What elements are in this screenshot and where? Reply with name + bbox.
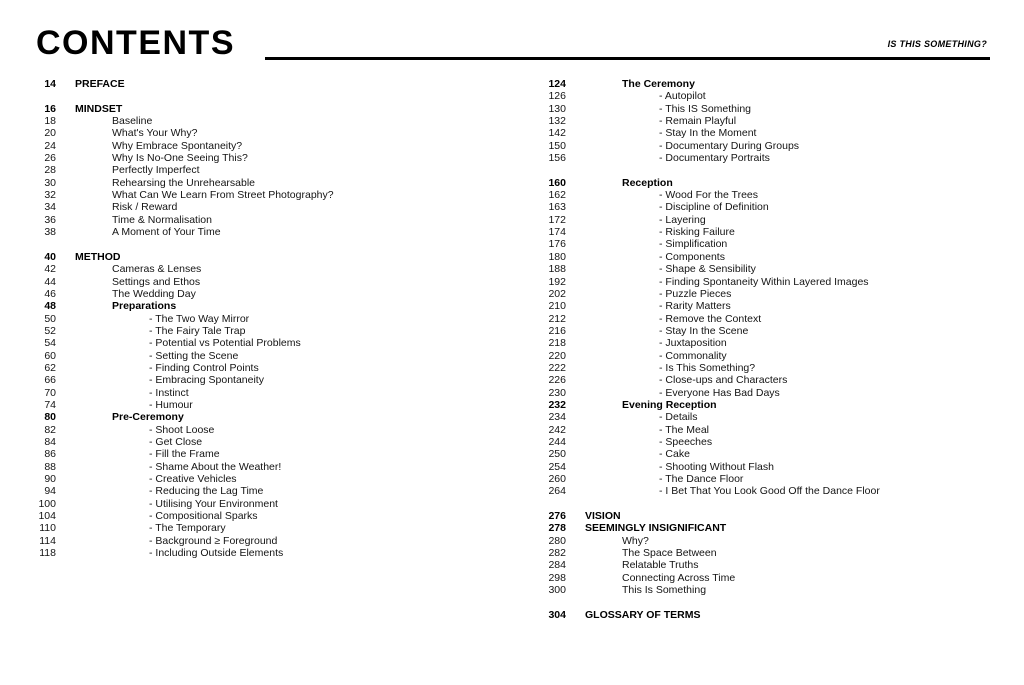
toc-page-number: 36 <box>44 213 56 226</box>
toc-entry-label: Perfectly Imperfect <box>112 164 200 177</box>
toc-page-number: 30 <box>44 176 56 189</box>
toc-page-number: 50 <box>44 312 56 325</box>
toc-row <box>540 424 1020 436</box>
toc-page-number: 160 <box>548 176 566 189</box>
toc-row <box>540 473 1020 485</box>
toc-entry-label: - Remain Playful <box>659 115 737 128</box>
toc-entry-label: - Reducing the Lag Time <box>149 485 264 498</box>
toc-page-number: 210 <box>548 300 566 313</box>
toc-row <box>30 214 520 226</box>
toc-page-number: 66 <box>44 374 56 387</box>
toc-page-number: 48 <box>44 300 56 313</box>
toc-entry-label: - Is This Something? <box>659 361 756 374</box>
toc-row <box>540 177 1020 189</box>
toc-entry-label: - Layering <box>659 213 706 226</box>
toc-row <box>540 325 1020 337</box>
toc-page-number: 150 <box>548 139 566 152</box>
toc-row <box>30 127 520 139</box>
toc-row <box>30 498 520 510</box>
toc-entry-label: - Puzzle Pieces <box>659 287 732 300</box>
toc-entry-label: GLOSSARY OF TERMS <box>585 608 701 621</box>
toc-row <box>540 522 1020 534</box>
toc-page-number: 242 <box>548 423 566 436</box>
toc-row <box>540 189 1020 201</box>
toc-entry-label: The Wedding Day <box>112 287 196 300</box>
toc-row <box>540 313 1020 325</box>
toc-row <box>540 559 1020 571</box>
toc-page-number: 222 <box>548 361 566 374</box>
toc-page-number: 94 <box>44 485 56 498</box>
toc-row <box>30 522 520 534</box>
toc-entry-label: - Simplification <box>659 238 728 251</box>
toc-entry-label: SEEMINGLY INSIGNIFICANT <box>585 522 727 535</box>
toc-row <box>540 510 1020 522</box>
toc-entry-label: - Wood For the Trees <box>659 189 759 202</box>
toc-page-number: 284 <box>548 559 566 572</box>
toc-row <box>540 485 1020 497</box>
toc-row <box>30 103 520 115</box>
toc-entry-label: Settings and Ethos <box>112 275 201 288</box>
toc-row <box>540 461 1020 473</box>
toc-row <box>540 201 1020 213</box>
toc-page-number: 278 <box>548 522 566 535</box>
toc-row <box>30 164 520 176</box>
toc-page-number: 174 <box>548 226 566 239</box>
toc-page-number: 234 <box>548 411 566 424</box>
toc-entry-label: What Can We Learn From Street Photography? <box>112 189 334 202</box>
toc-column-right <box>540 78 1020 621</box>
toc-row <box>30 201 520 213</box>
toc-page-number: 282 <box>548 547 566 560</box>
toc-row <box>30 350 520 362</box>
toc-entry-label: - Close-ups and Characters <box>659 374 788 387</box>
toc-page-number: 34 <box>44 201 56 214</box>
toc-page-number: 124 <box>548 78 566 90</box>
toc-page-number: 202 <box>548 287 566 300</box>
toc-page-number: 44 <box>44 275 56 288</box>
toc-row <box>540 263 1020 275</box>
toc-row <box>30 276 520 288</box>
toc-row <box>540 387 1020 399</box>
toc-entry-label: METHOD <box>75 250 121 263</box>
toc-entry-label: Risk / Reward <box>112 201 178 214</box>
toc-entry-label: - Details <box>659 411 698 424</box>
toc-entry-label: - The Temporary <box>149 522 226 535</box>
toc-entry-label: - Finding Control Points <box>149 361 259 374</box>
toc-page-number: 60 <box>44 349 56 362</box>
toc-page-number: 260 <box>548 473 566 485</box>
toc-page-number: 212 <box>548 312 566 325</box>
toc-entry-label: This Is Something <box>622 584 707 597</box>
toc-row <box>30 313 520 325</box>
toc-row <box>30 461 520 473</box>
toc-entry-label: - Shape & Sensibility <box>659 263 756 276</box>
toc-entry-label: - Stay In the Moment <box>659 127 757 140</box>
toc-entry-label: The Space Between <box>622 547 717 560</box>
toc-spacer <box>540 164 1020 176</box>
toc-row <box>30 78 520 90</box>
toc-page-number: 126 <box>548 90 566 103</box>
toc-entry-label: - Discipline of Definition <box>659 201 769 214</box>
toc-row <box>540 399 1020 411</box>
toc-row <box>30 424 520 436</box>
toc-column-left <box>30 78 520 559</box>
toc-spacer <box>540 596 1020 608</box>
toc-entry-label: - The Fairy Tale Trap <box>149 324 246 337</box>
toc-page-number: 110 <box>39 522 56 535</box>
toc-row <box>30 436 520 448</box>
toc-page-number: 250 <box>548 448 566 461</box>
toc-entry-label: Why? <box>622 534 649 547</box>
toc-entry-label: - Compositional Sparks <box>149 510 258 523</box>
toc-row <box>540 436 1020 448</box>
toc-row <box>540 288 1020 300</box>
toc-row <box>540 115 1020 127</box>
toc-page-number: 172 <box>548 213 566 226</box>
toc-spacer <box>540 498 1020 510</box>
toc-entry-label: The Ceremony <box>622 78 695 90</box>
toc-row <box>30 362 520 374</box>
toc-entry-label: What's Your Why? <box>112 127 198 140</box>
toc-row <box>540 572 1020 584</box>
toc-entry-label: - I Bet That You Look Good Off the Dance Floor <box>659 485 880 498</box>
toc-entry-label: - Shoot Loose <box>149 423 215 436</box>
toc-row <box>540 226 1020 238</box>
toc-row <box>30 411 520 423</box>
toc-page-number: 156 <box>548 152 566 165</box>
toc-entry-label: Cameras & Lenses <box>112 263 202 276</box>
toc-row <box>30 251 520 263</box>
toc-page-number: 230 <box>548 386 566 399</box>
toc-page-number: 176 <box>548 238 566 251</box>
toc-entry-label: - Shooting Without Flash <box>659 460 774 473</box>
toc-row <box>540 78 1020 90</box>
toc-row <box>540 103 1020 115</box>
toc-row <box>540 547 1020 559</box>
toc-page-number: 118 <box>39 547 56 560</box>
toc-page-number: 52 <box>44 324 56 337</box>
toc-row <box>30 115 520 127</box>
toc-entry-label: - Commonality <box>659 349 727 362</box>
toc-entry-label: - Shame About the Weather! <box>149 460 282 473</box>
toc-row <box>30 325 520 337</box>
toc-row <box>540 374 1020 386</box>
toc-entry-label: - Fill the Frame <box>149 448 220 461</box>
toc-page-number: 163 <box>548 201 566 214</box>
toc-row <box>30 189 520 201</box>
toc-entry-label: - The Meal <box>659 423 709 436</box>
toc-page-number: 280 <box>548 534 566 547</box>
toc-entry-label: Why Is No-One Seeing This? <box>112 152 248 165</box>
toc-page-number: 62 <box>44 361 56 374</box>
toc-entry-label: - This IS Something <box>659 102 752 115</box>
toc-row <box>30 374 520 386</box>
toc-row <box>30 152 520 164</box>
toc-entry-label: Rehearsing the Unrehearsable <box>112 176 256 189</box>
toc-entry-label: Preparations <box>112 300 177 313</box>
toc-entry-label: Connecting Across Time <box>622 571 736 584</box>
toc-page-number: 32 <box>44 189 56 202</box>
toc-entry-label: - Everyone Has Bad Days <box>659 386 780 399</box>
toc-page-number: 142 <box>548 127 566 140</box>
toc-page-number: 304 <box>548 608 566 621</box>
toc-entry-label: - Get Close <box>149 435 203 448</box>
toc-entry-label: - Embracing Spontaneity <box>149 374 264 387</box>
toc-row <box>540 609 1020 621</box>
toc-entry-label: - Juxtaposition <box>659 337 727 350</box>
toc-entry-label: Baseline <box>112 115 153 128</box>
toc-entry-label: - Including Outside Elements <box>149 547 284 560</box>
toc-entry-label: Relatable Truths <box>622 559 699 572</box>
toc-page-number: 132 <box>548 115 566 128</box>
toc-row <box>540 411 1020 423</box>
toc-row <box>540 448 1020 460</box>
toc-page-number: 24 <box>44 139 56 152</box>
toc-row <box>30 535 520 547</box>
toc-entry-label: - Cake <box>659 448 690 461</box>
toc-entry-label: - Instinct <box>149 386 189 399</box>
header-rule <box>265 57 990 60</box>
toc-row <box>540 140 1020 152</box>
toc-page-number: 90 <box>44 473 56 485</box>
toc-row <box>540 238 1020 250</box>
toc-entry-label: Pre-Ceremony <box>112 411 184 424</box>
toc-page-number: 86 <box>44 448 56 461</box>
toc-row <box>540 300 1020 312</box>
toc-page-number: 162 <box>548 189 566 202</box>
toc-entry-label: - Components <box>659 250 725 263</box>
toc-page-number: 80 <box>44 411 56 424</box>
toc-row <box>540 362 1020 374</box>
toc-page-number: 74 <box>44 398 56 411</box>
toc-page-number: 82 <box>44 423 56 436</box>
toc-row <box>30 387 520 399</box>
toc-page-number: 188 <box>548 263 566 276</box>
toc-page-number: 218 <box>548 337 566 350</box>
toc-page-number: 54 <box>44 337 56 350</box>
toc-row <box>30 510 520 522</box>
toc-entry-label: - Potential vs Potential Problems <box>149 337 301 350</box>
toc-page-number: 232 <box>548 398 566 411</box>
toc-page-number: 244 <box>548 435 566 448</box>
toc-entry-label: - Setting the Scene <box>149 349 239 362</box>
toc-entry-label: - Background ≥ Foreground <box>149 534 278 547</box>
toc-entry-label: - Autopilot <box>659 90 706 103</box>
toc-entry-label: - Rarity Matters <box>659 300 731 313</box>
toc-page-number: 298 <box>548 571 566 584</box>
toc-page-number: 220 <box>548 349 566 362</box>
toc-entry-label: - Finding Spontaneity Within Layered Images <box>659 275 869 288</box>
toc-row <box>30 263 520 275</box>
toc-spacer <box>30 90 520 102</box>
toc-entry-label: - Utilising Your Environment <box>149 497 278 510</box>
toc-page-number: 114 <box>39 534 56 547</box>
toc-entry-label: Reception <box>622 176 673 189</box>
toc-page-number: 180 <box>548 250 566 263</box>
toc-entry-label: Evening Reception <box>622 398 717 411</box>
toc-page-number: 192 <box>548 275 566 288</box>
toc-row <box>30 448 520 460</box>
toc-entry-label: VISION <box>585 510 621 523</box>
toc-page-number: 16 <box>44 102 56 115</box>
toc-entry-label: - Creative Vehicles <box>149 473 237 485</box>
toc-page-number: 264 <box>548 485 566 498</box>
toc-entry-label: MINDSET <box>75 102 123 115</box>
toc-page-number: 20 <box>44 127 56 140</box>
toc-entry-label: - Risking Failure <box>659 226 735 239</box>
toc-row <box>540 90 1020 102</box>
toc-page-number: 254 <box>548 460 566 473</box>
toc-entry-label: Why Embrace Spontaneity? <box>112 139 243 152</box>
toc-page-number: 38 <box>44 226 56 239</box>
toc-page-number: 100 <box>38 497 56 510</box>
toc-page-number: 276 <box>548 510 566 523</box>
toc-row <box>540 535 1020 547</box>
toc-row <box>30 226 520 238</box>
toc-row <box>540 584 1020 596</box>
toc-page-number: 40 <box>44 250 56 263</box>
toc-page-number: 300 <box>548 584 566 597</box>
toc-page-number: 28 <box>44 164 56 177</box>
toc-page-number: 42 <box>44 263 56 276</box>
toc-entry-label: - Documentary Portraits <box>659 152 770 165</box>
toc-row <box>540 337 1020 349</box>
toc-row <box>540 350 1020 362</box>
toc-row <box>30 337 520 349</box>
toc-page-number: 130 <box>548 102 566 115</box>
toc-row <box>540 251 1020 263</box>
toc-row <box>540 152 1020 164</box>
toc-page-number: 70 <box>44 386 56 399</box>
toc-row <box>30 300 520 312</box>
toc-row <box>540 276 1020 288</box>
toc-page-number: 216 <box>548 324 566 337</box>
book-title-tagline: IS THIS SOMETHING? <box>887 39 987 49</box>
toc-row <box>30 399 520 411</box>
toc-entry-label: - Speeches <box>659 435 713 448</box>
toc-entry-label: - The Two Way Mirror <box>149 312 250 325</box>
toc-page-number: 18 <box>44 115 56 128</box>
toc-row <box>30 140 520 152</box>
toc-row <box>30 473 520 485</box>
toc-row <box>540 214 1020 226</box>
page-title: CONTENTS <box>36 24 235 62</box>
toc-row <box>30 547 520 559</box>
toc-page-number: 104 <box>38 510 56 523</box>
toc-entry-label: Time & Normalisation <box>112 213 212 226</box>
toc-entry-label: - The Dance Floor <box>659 473 744 485</box>
toc-row <box>30 288 520 300</box>
toc-page-number: 88 <box>44 460 56 473</box>
toc-entry-label: - Remove the Context <box>659 312 762 325</box>
toc-entry-label: - Documentary During Groups <box>659 139 800 152</box>
toc-row <box>540 127 1020 139</box>
toc-page-number: 26 <box>44 152 56 165</box>
toc-page-number: 84 <box>44 435 56 448</box>
toc-page-number: 46 <box>44 287 56 300</box>
toc-entry-label: - Stay In the Scene <box>659 324 749 337</box>
toc-entry-label: PREFACE <box>75 78 125 90</box>
toc-row <box>30 485 520 497</box>
toc-page-number: 14 <box>44 78 56 90</box>
toc-row <box>30 177 520 189</box>
toc-page-number: 226 <box>548 374 566 387</box>
toc-entry-label: A Moment of Your Time <box>112 226 221 239</box>
toc-spacer <box>30 238 520 250</box>
toc-entry-label: - Humour <box>149 398 193 411</box>
